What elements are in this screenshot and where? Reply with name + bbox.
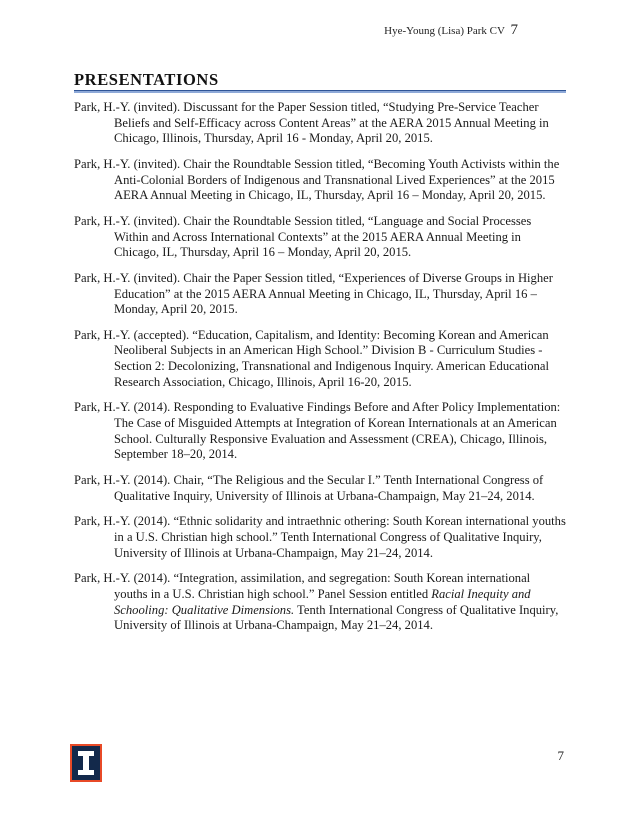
section-rule [74, 90, 566, 93]
presentation-entry: Park, H.-Y. (invited). Chair the Roundtable Session titled, “Language and Social Processes Within and Across International Contexts” at the 2015 AERA Annual Meeting in Chicago, IL, Thursday, April 16 – Monday, April 20, 2015. [74, 213, 532, 260]
presentation-entry: Park, H.-Y. (invited). Chair the Paper Session titled, “Experiences of Diverse Groups in Higher Education” at the 2015 AERA Annual Meeting in Chicago, IL, Thursday, April 16 – Monday, April 20, 2015. [74, 270, 553, 317]
header-page-number: 7 [510, 22, 518, 38]
block-i-icon [72, 746, 100, 780]
presentation-entry [74, 571, 566, 633]
section-title: PRESENTATIONS [74, 70, 219, 89]
presentation-entry: Park, H.-Y. (invited). Chair the Roundtable Session titled, “Becoming Youth Activists within the Anti-Colonial Borders of Indigenous and Transnational Lived Experiences” at the 2015 AERA Annual Meeting in Chicago, IL, Thursday, April 16 – Monday, April 20, 2015. [74, 156, 560, 203]
entry-italic-title: Racial Inequity and Schooling: Qualitative Dimensions. [114, 586, 531, 617]
presentations-list [74, 100, 566, 644]
page-number: 7 [557, 748, 564, 763]
entry-text-end: Tenth International Congress of Qualitative Inquiry, University of Illinois at Urbana-Champaign, May 21–24, 2014. [114, 602, 559, 633]
presentation-entry: Park, H.-Y. (accepted). “Education, Capitalism, and Identity: Becoming Korean and American Neoliberal Subjects in an American High School.” Division B - Curriculum Studies - Section 2: Decolonizing, Transnational and Indigenous Inquiry. American Educational Research Association, Chicago, Illinois, April 16-20, 2015. [74, 327, 549, 389]
header-name: Hye-Young (Lisa) Park CV [384, 25, 505, 37]
presentation-entry: Park, H.-Y. (2014). “Ethnic solidarity and intraethnic othering: South Korean international youths in a U.S. Christian high school.” Tenth International Congress of Qualitative Inquiry, University of Illinois at Urbana-Champaign, May 21–24, 2014. [74, 514, 566, 560]
university-logo [70, 744, 102, 782]
presentation-entry: Park, H.-Y. (2014). Chair, “The Religious and the Secular I.” Tenth International Congress of Qualitative Inquiry, University of Illinois at Urbana-Champaign, May 21–24, 2014. [74, 473, 544, 503]
entry-text-start: Park, H.-Y. (2014). “Integration, assimilation, and segregation: South Korean international youths in a U.S. Christian high school.” Panel Session entitled [74, 571, 531, 601]
running-header [384, 22, 518, 39]
presentation-entry: Park, H.-Y. (invited). Discussant for the Paper Session titled, “Studying Pre-Service Teacher Beliefs and Self-Efficacy across Content Areas” at the AERA 2015 Annual Meeting in Chicago, Illinois, Thursday, April 16 - Monday, April 20, 2015. [74, 100, 549, 146]
presentation-entry: Park, H.-Y. (2014). Responding to Evaluative Findings Before and After Policy Implementation: The Case of Misguided Attempts at Integration of Korean Internationals at an American School. Culturally Responsive Evaluation and Assessment (CREA), Chicago, Illinois, September 18–20, 2014. [74, 400, 561, 462]
